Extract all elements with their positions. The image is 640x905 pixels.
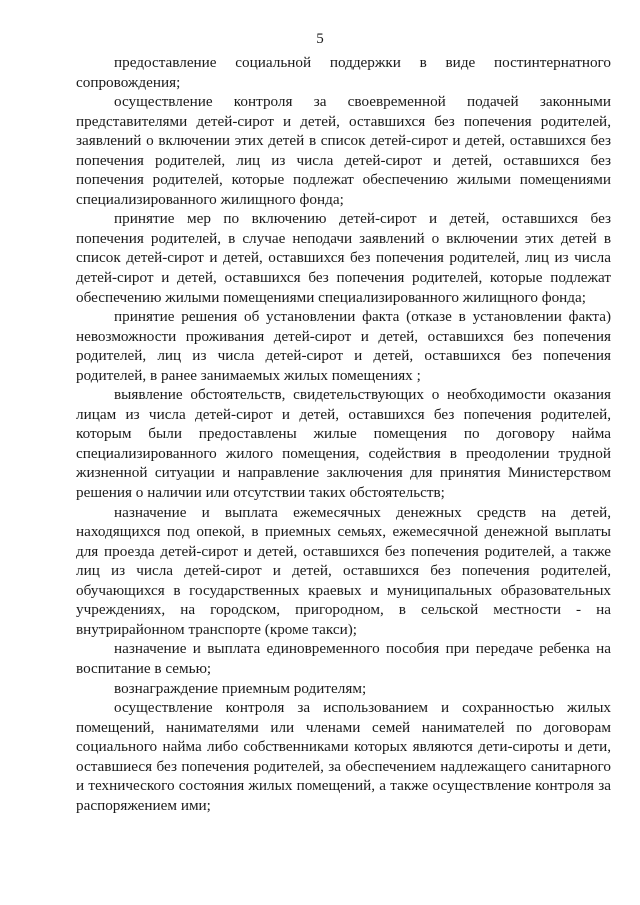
paragraph-lump-sum-allowance: назначение и выплата единовременного пособия при передаче ребенка на воспитание в семью; — [76, 640, 611, 677]
paragraph-social-support: предоставление социальной поддержки в виде постинтернатного сопровождения; — [76, 54, 611, 91]
paragraph-foster-remuneration: вознаграждение приемным родителям; — [114, 679, 367, 697]
paragraph-inclusion-measures: принятие мер по включению детей-сирот и детей, оставшихся без попечения родителей, в случае неподачи заявлений о включении этих детей в список детей-сирот и детей, оставшихся без попечения родителей, лиц из числа детей-сирот и детей, оставшихся без попечения родителей, которые подлежат обеспечению жилыми помещениями специализированного жилищного фонда; — [76, 210, 611, 306]
paragraph-circumstances: выявление обстоятельств, свидетельствующих о необходимости оказания лицам из числа детей-сирот и детей, оставшихся без попечения родителей, которым были предоставлены жилые помещения по договору найма специализированного жилого помещения, содействия в преодолении трудной жизненной ситуации и направление заключения для принятия Министерством решения о наличии или отсутствии таких обстоятельств; — [76, 386, 611, 502]
page-number: 5 — [316, 31, 324, 47]
document-body — [76, 53, 611, 815]
paragraph-control-applications: осуществление контроля за своевременной подачей законными представителями детей-сирот и детей, оставшихся без попечения родителей, заявлений о включении этих детей в список детей-сирот и детей, оставшихся без попечения родителей, лиц из числа детей-сирот и детей, оставшихся без попечения родителей, которые подлежат обеспечению жилыми помещениями специализированного жилищного фонда; — [76, 93, 611, 208]
paragraph-housing-control: осуществление контроля за использованием и сохранностью жилых помещений, нанимателями или членами семей нанимателей по договорам социального найма либо собственниками которых являются дети-сироты и дети, оставшиеся без попечения родителей, за обеспечением надлежащего санитарного и технического состояния жилых помещений, а также осуществление контроля за распоряжением ими; — [76, 699, 611, 814]
paragraph-fact-decision: принятие решения об установлении факта (отказе в установлении факта) невозможности проживания детей-сирот и детей, оставшихся без попечения родителей, лиц из числа детей-сирот и детей, оставшихся без попечения родителей, в ранее занимаемых жилых помещениях ; — [76, 308, 611, 384]
paragraph-monthly-payments: назначение и выплата ежемесячных денежных средств на детей, находящихся под опекой, в приемных семьях, ежемесячной денежной выплаты для проезда детей-сирот и детей, оставшихся без попечения родителей, а также лиц из числа детей-сирот и детей, оставшихся без попечения родителей, обучающихся в государственных краевых и муниципальных образовательных учреждениях, на городском, пригородном, в сельской местности - на внутрирайонном транспорте (кроме такси); — [76, 503, 611, 638]
